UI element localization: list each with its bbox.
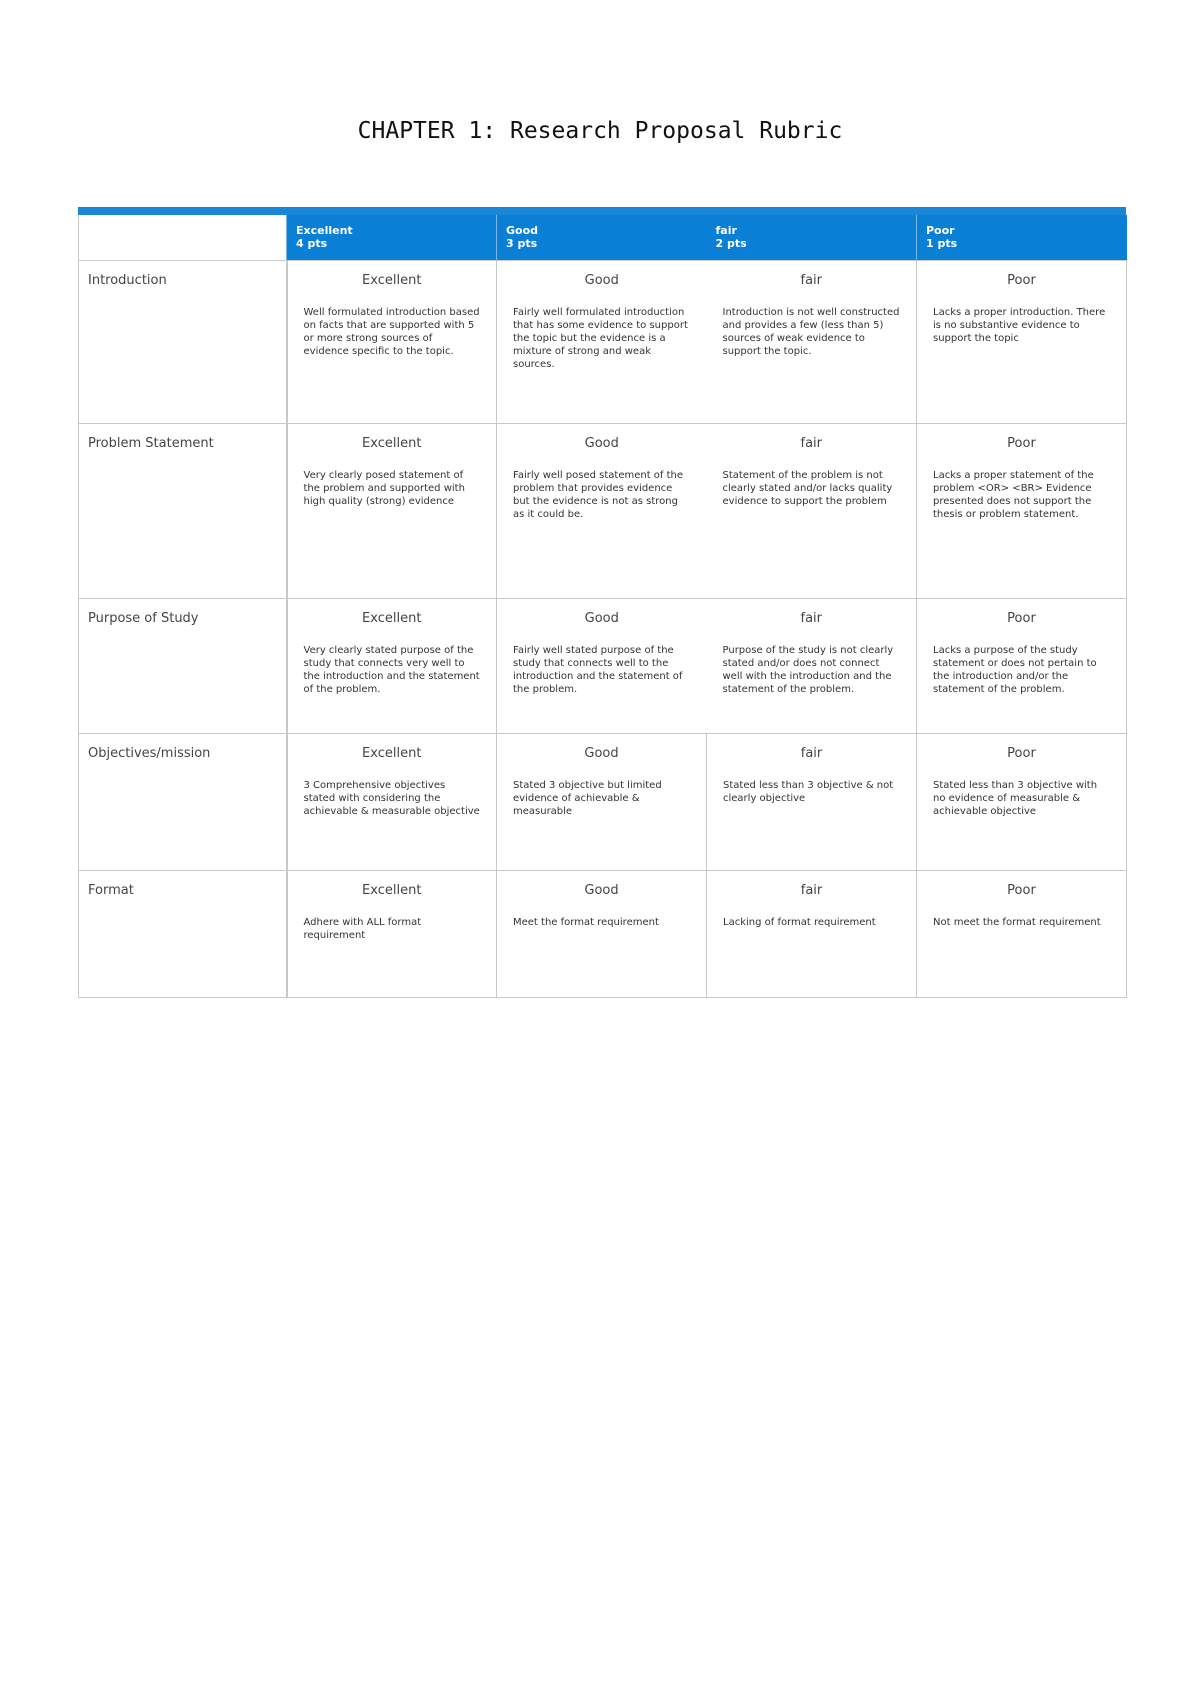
rubric-top-bar [78, 207, 1126, 215]
rating-cell: Excellent Very clearly posed statement of the problem and supported with high quality (strong) evidence [287, 424, 497, 599]
rating-cell: Excellent Adhere with ALL format requirement [287, 871, 497, 998]
rating-cell: fair Lacking of format requirement [707, 871, 917, 998]
table-row [79, 734, 1127, 871]
rubric-table [78, 207, 1126, 998]
header-blank-cell [79, 215, 287, 261]
table-row [79, 599, 1127, 734]
rating-cell: Poor Not meet the format requirement [917, 871, 1127, 998]
criterion-label: Purpose of Study [79, 599, 287, 734]
rating-cell: Excellent Well formulated introduction based on facts that are supported with 5 or more strong sources of evidence specific to the topic. [287, 261, 497, 424]
rating-cell: fair Purpose of the study is not clearly stated and/or does not connect well with the introduction and the statement of the problem. [707, 599, 917, 734]
header-excellent: Excellent 4 pts [287, 215, 497, 261]
rating-cell: Good Fairly well posed statement of the problem that provides evidence but the evidence is not as strong as it could be. [497, 424, 707, 599]
rating-cell: Poor Lacks a proper introduction. There is no substantive evidence to support the topic [917, 261, 1127, 424]
table-row [79, 424, 1127, 599]
rating-cell: Good Fairly well formulated introduction that has some evidence to support the topic but the evidence is a mixture of strong and weak sources. [497, 261, 707, 424]
header-good: Good 3 pts [497, 215, 707, 261]
rating-cell: Excellent 3 Comprehensive objectives stated with considering the achievable & measurable objective [287, 734, 497, 871]
header-poor: Poor 1 pts [917, 215, 1127, 261]
rating-cell: Poor Lacks a proper statement of the problem <OR> <BR> Evidence presented does not support the thesis or problem statement. [917, 424, 1127, 599]
rating-cell: Excellent Very clearly stated purpose of the study that connects very well to the introduction and the statement of the problem. [287, 599, 497, 734]
rating-cell: fair Stated less than 3 objective & not clearly objective [707, 734, 917, 871]
criterion-label: Problem Statement [79, 424, 287, 599]
rating-cell: Good Fairly well stated purpose of the study that connects well to the introduction and the statement of the problem. [497, 599, 707, 734]
table-row [79, 261, 1127, 424]
criterion-label: Format [79, 871, 287, 998]
criterion-label: Introduction [79, 261, 287, 424]
rating-cell: fair Introduction is not well constructed and provides a few (less than 5) sources of weak evidence to support the topic. [707, 261, 917, 424]
header-fair: fair 2 pts [707, 215, 917, 261]
rating-cell: Good Meet the format requirement [497, 871, 707, 998]
page-title: CHAPTER 1: Research Proposal Rubric [357, 118, 843, 144]
rating-cell: Poor Lacks a purpose of the study statement or does not pertain to the introduction and/or the statement of the problem. [917, 599, 1127, 734]
table-row [79, 871, 1127, 998]
rating-cell: fair Statement of the problem is not clearly stated and/or lacks quality evidence to support the problem [707, 424, 917, 599]
criterion-label: Objectives/mission [79, 734, 287, 871]
rating-cell: Poor Stated less than 3 objective with no evidence of measurable & achievable objective [917, 734, 1127, 871]
rating-cell: Good Stated 3 objective but limited evidence of achievable & measurable [497, 734, 707, 871]
rating-header-row [79, 215, 1127, 261]
